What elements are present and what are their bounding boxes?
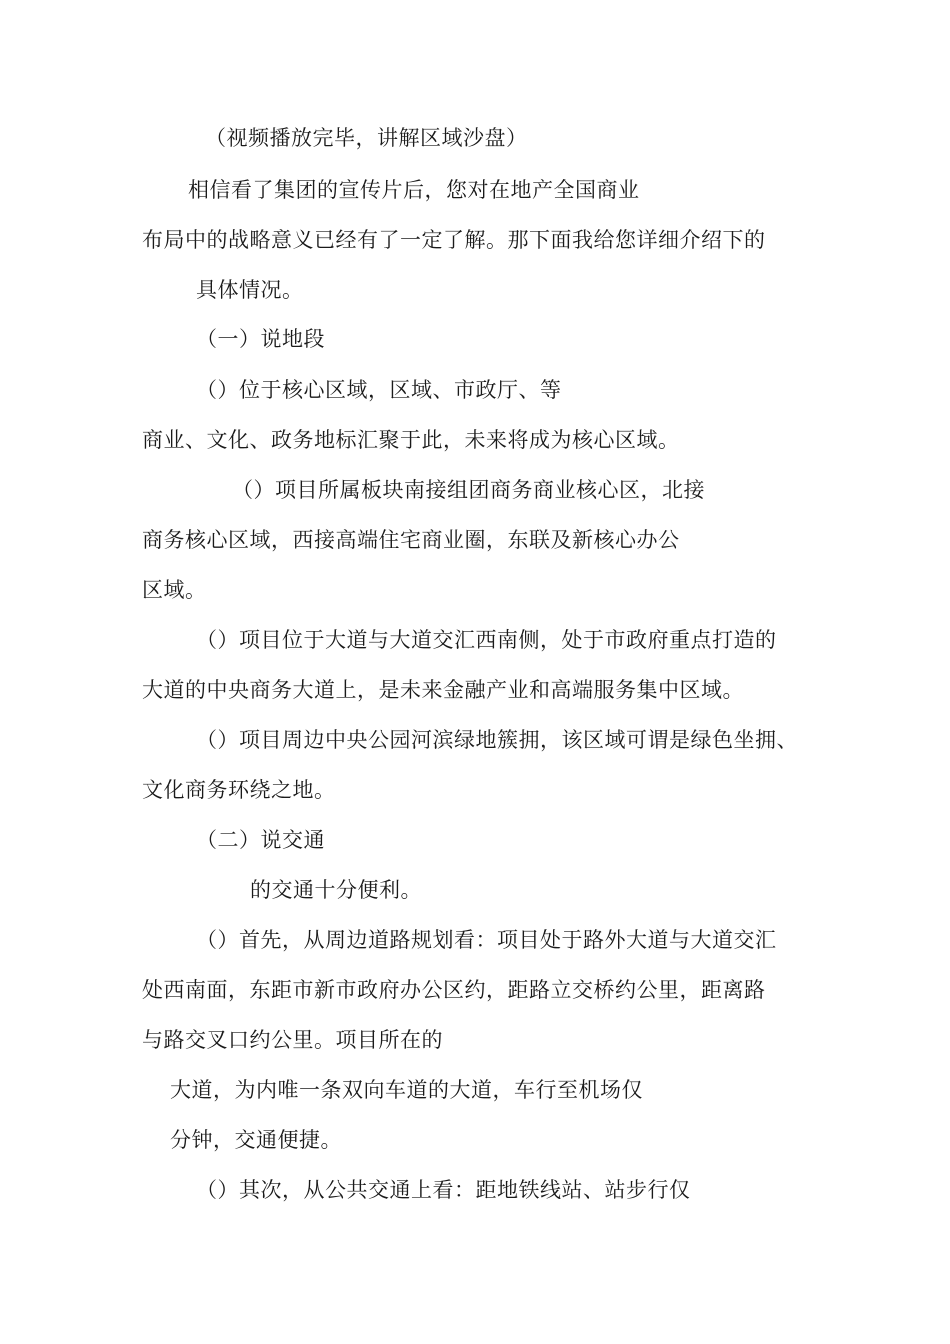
- paragraph-line: 区域。: [142, 578, 207, 602]
- paragraph-line: （）位于核心区域，区域、市政厅、等: [196, 378, 562, 402]
- paragraph-line: 的交通十分便利。: [250, 878, 422, 902]
- paragraph-line: 大道，为内唯一条双向车道的大道，车行至机场仅: [170, 1078, 643, 1102]
- paragraph-line: （）项目所属板块南接组团商务商业核心区，北接: [232, 478, 705, 502]
- paragraph-line: （）项目位于大道与大道交汇西南侧，处于市政府重点打造的: [196, 628, 777, 652]
- paragraph-line: 具体情况。: [196, 278, 304, 302]
- paragraph-line: 处西南面，东距市新市政府办公区约，距路立交桥约公里，距离路: [142, 978, 766, 1002]
- paragraph-line: 分钟，交通便捷。: [170, 1128, 342, 1152]
- paragraph-line: 文化商务环绕之地。: [142, 778, 336, 802]
- paragraph-line: （视频播放完毕，讲解区域沙盘）: [205, 126, 528, 150]
- paragraph-line: 商务核心区域，西接高端住宅商业圈，东联及新核心办公: [142, 528, 680, 552]
- paragraph-line: 与路交叉口约公里。项目所在的: [142, 1028, 443, 1052]
- paragraph-line: 布局中的战略意义已经有了一定了解。那下面我给您详细介绍下的: [142, 228, 766, 252]
- paragraph-line: （）项目周边中央公园河滨绿地簇拥，该区域可谓是绿色坐拥、: [196, 728, 798, 752]
- paragraph-line: 相信看了集团的宣传片后，您对在地产全国商业: [188, 178, 640, 202]
- paragraph-line: 大道的中央商务大道上，是未来金融产业和高端服务集中区域。: [142, 678, 744, 702]
- section-heading: （二）说交通: [196, 828, 325, 852]
- section-heading: （一）说地段: [196, 327, 325, 351]
- paragraph-line: （）其次，从公共交通上看：距地铁线站、站步行仅: [196, 1178, 691, 1202]
- paragraph-line: （）首先，从周边道路规划看：项目处于路外大道与大道交汇: [196, 928, 777, 952]
- paragraph-line: 商业、文化、政务地标汇聚于此，未来将成为核心区域。: [142, 428, 680, 452]
